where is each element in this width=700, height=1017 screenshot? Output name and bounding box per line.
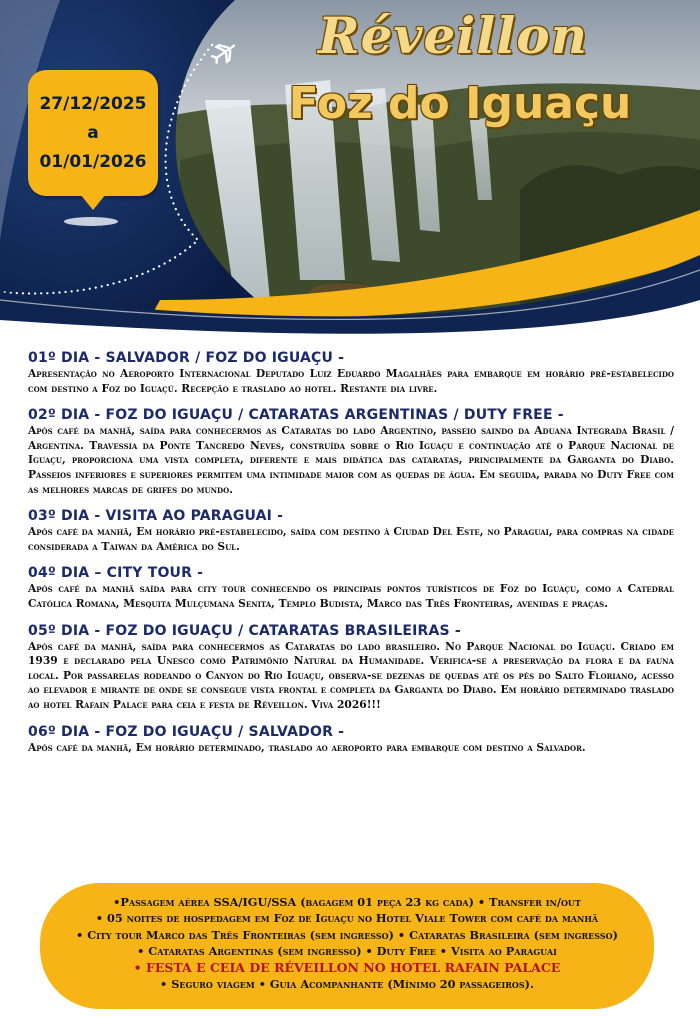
date-separator: a [87,122,99,143]
day-6 [28,724,674,756]
day-5 [28,623,674,713]
day-1 [28,350,674,396]
itinerary [28,350,674,766]
included-item-highlight: • FESTA E CEIA DE RÉVEILLON NO HOTEL RAFAIN PALACE [133,959,561,975]
destination-title: Foz do Iguaçu [288,78,632,129]
included-item: • City tour Marco das Três Fronteiras (sem ingresso) • Cataratas Brasileira (sem ingresso) [76,927,618,942]
day-4 [28,565,674,611]
included-item: • Cataratas Argentinas (sem ingresso) • Duty Free • Visita ao Paraguai [137,944,557,959]
day-title: 04º DIA – CITY TOUR - [28,565,204,582]
day-title: 03º DIA - VISITA AO PARAGUAI - [28,508,284,525]
day-title: 05º DIA - FOZ DO IGUAÇU / CATARATAS BRASILEIRAS - [28,622,461,639]
day-description: Apresentação no Aeroporto Internacional Deputado Luiz Eduardo Magalhães para embarque em horário pré-estabelecido com destino a Foz do Iguaçú. Recepção e traslado ao hotel. Restante dia livre. [28,367,674,395]
reveillon-script-title: Réveillon [318,6,588,65]
included-item: •Passagem aérea SSA/IGU/SSA (bagagem 01 peça 23 kg cada) • Transfer in/out [113,895,581,909]
badge-shadow [64,217,118,226]
day-description: Após café da manhã saída para city tour conhecendo os principais pontos turísticos de Foz do Iguaçu, como a Catedral Católica Romana, Mesquita Mulçumana Senita, Templo Budista, Marco das Três Fronteiras, avenidas e praças. [28,582,674,610]
day-description: Após café da manhã, saída para conhecermos as Cataratas do lado Argentino, passeio saindo da Aduana Integrada Brasil / Argentina. Travessia da Ponte Tancredo Neves, construída sobre o Rio Iguaçu e continuação até o Parque Nacional de Iguaçu, proporciona uma vista completa, diferente e mais didática das cataratas, principalmente da Garganta do Diabo. Passeios inferiores e superiores permitem uma intimidade maior com as quedas de água. Em seguida, parada no Duty Free com as melhores marcas de grifes do mundo. [28,424,674,496]
day-description: Após café da manhã, Em horário determinado, traslado ao aeroporto para embarque com destino a Salvador. [28,740,586,754]
badge-pointer [80,194,106,210]
date-start: 27/12/2025 [39,93,147,114]
day-description: Após café da manhã, saída para conhecermos as Cataratas do lado brasileiro. No Parque Nacional do Iguaçu. Criado em 1939 e declarado pela Unesco como Patrimônio Natural da Humanidade. Verifica-se a preservação da flora e da fauna local. Por passarelas rodeando o Canyon do Rio Iguaçu, observa-se dezenas de quedas até os pés do Salto Floriano, acesso ao elevador e mirante de onde se consegue vista frontal e completa da Garganta do Diabo. Em horário determinado traslado ao hotel Rafain Palace para ceia e festa de Réveillon. Viva 2026!!! [28,639,674,711]
date-end: 01/01/2026 [39,151,147,172]
day-title: 01º DIA - SALVADOR / FOZ DO IGUAÇU - [28,350,345,366]
day-title: 06º DIA - FOZ DO IGUAÇU / SALVADOR - [28,723,345,740]
included-item: • 05 noites de hospedagem em Foz de Iguaçu no Hotel Viale Tower com café da manhã [95,911,599,926]
day-title: 02º DIA - FOZ DO IGUAÇU / CATARATAS ARGENTINAS / DUTY FREE - [28,407,564,424]
day-description: Após café da manhã, Em horário pré-estabelecido, saída com destino à Ciudad Del Este, no Paraguai, para compras na cidade considerada a Taiwan da América do Sul. [28,525,674,553]
day-3 [28,508,674,554]
included-item: • Seguro viagem • Guia Acompanhante (Mínimo 20 passageiros). [160,977,534,992]
included-services-box [40,883,654,1009]
date-badge [28,70,158,196]
day-2 [28,407,674,497]
